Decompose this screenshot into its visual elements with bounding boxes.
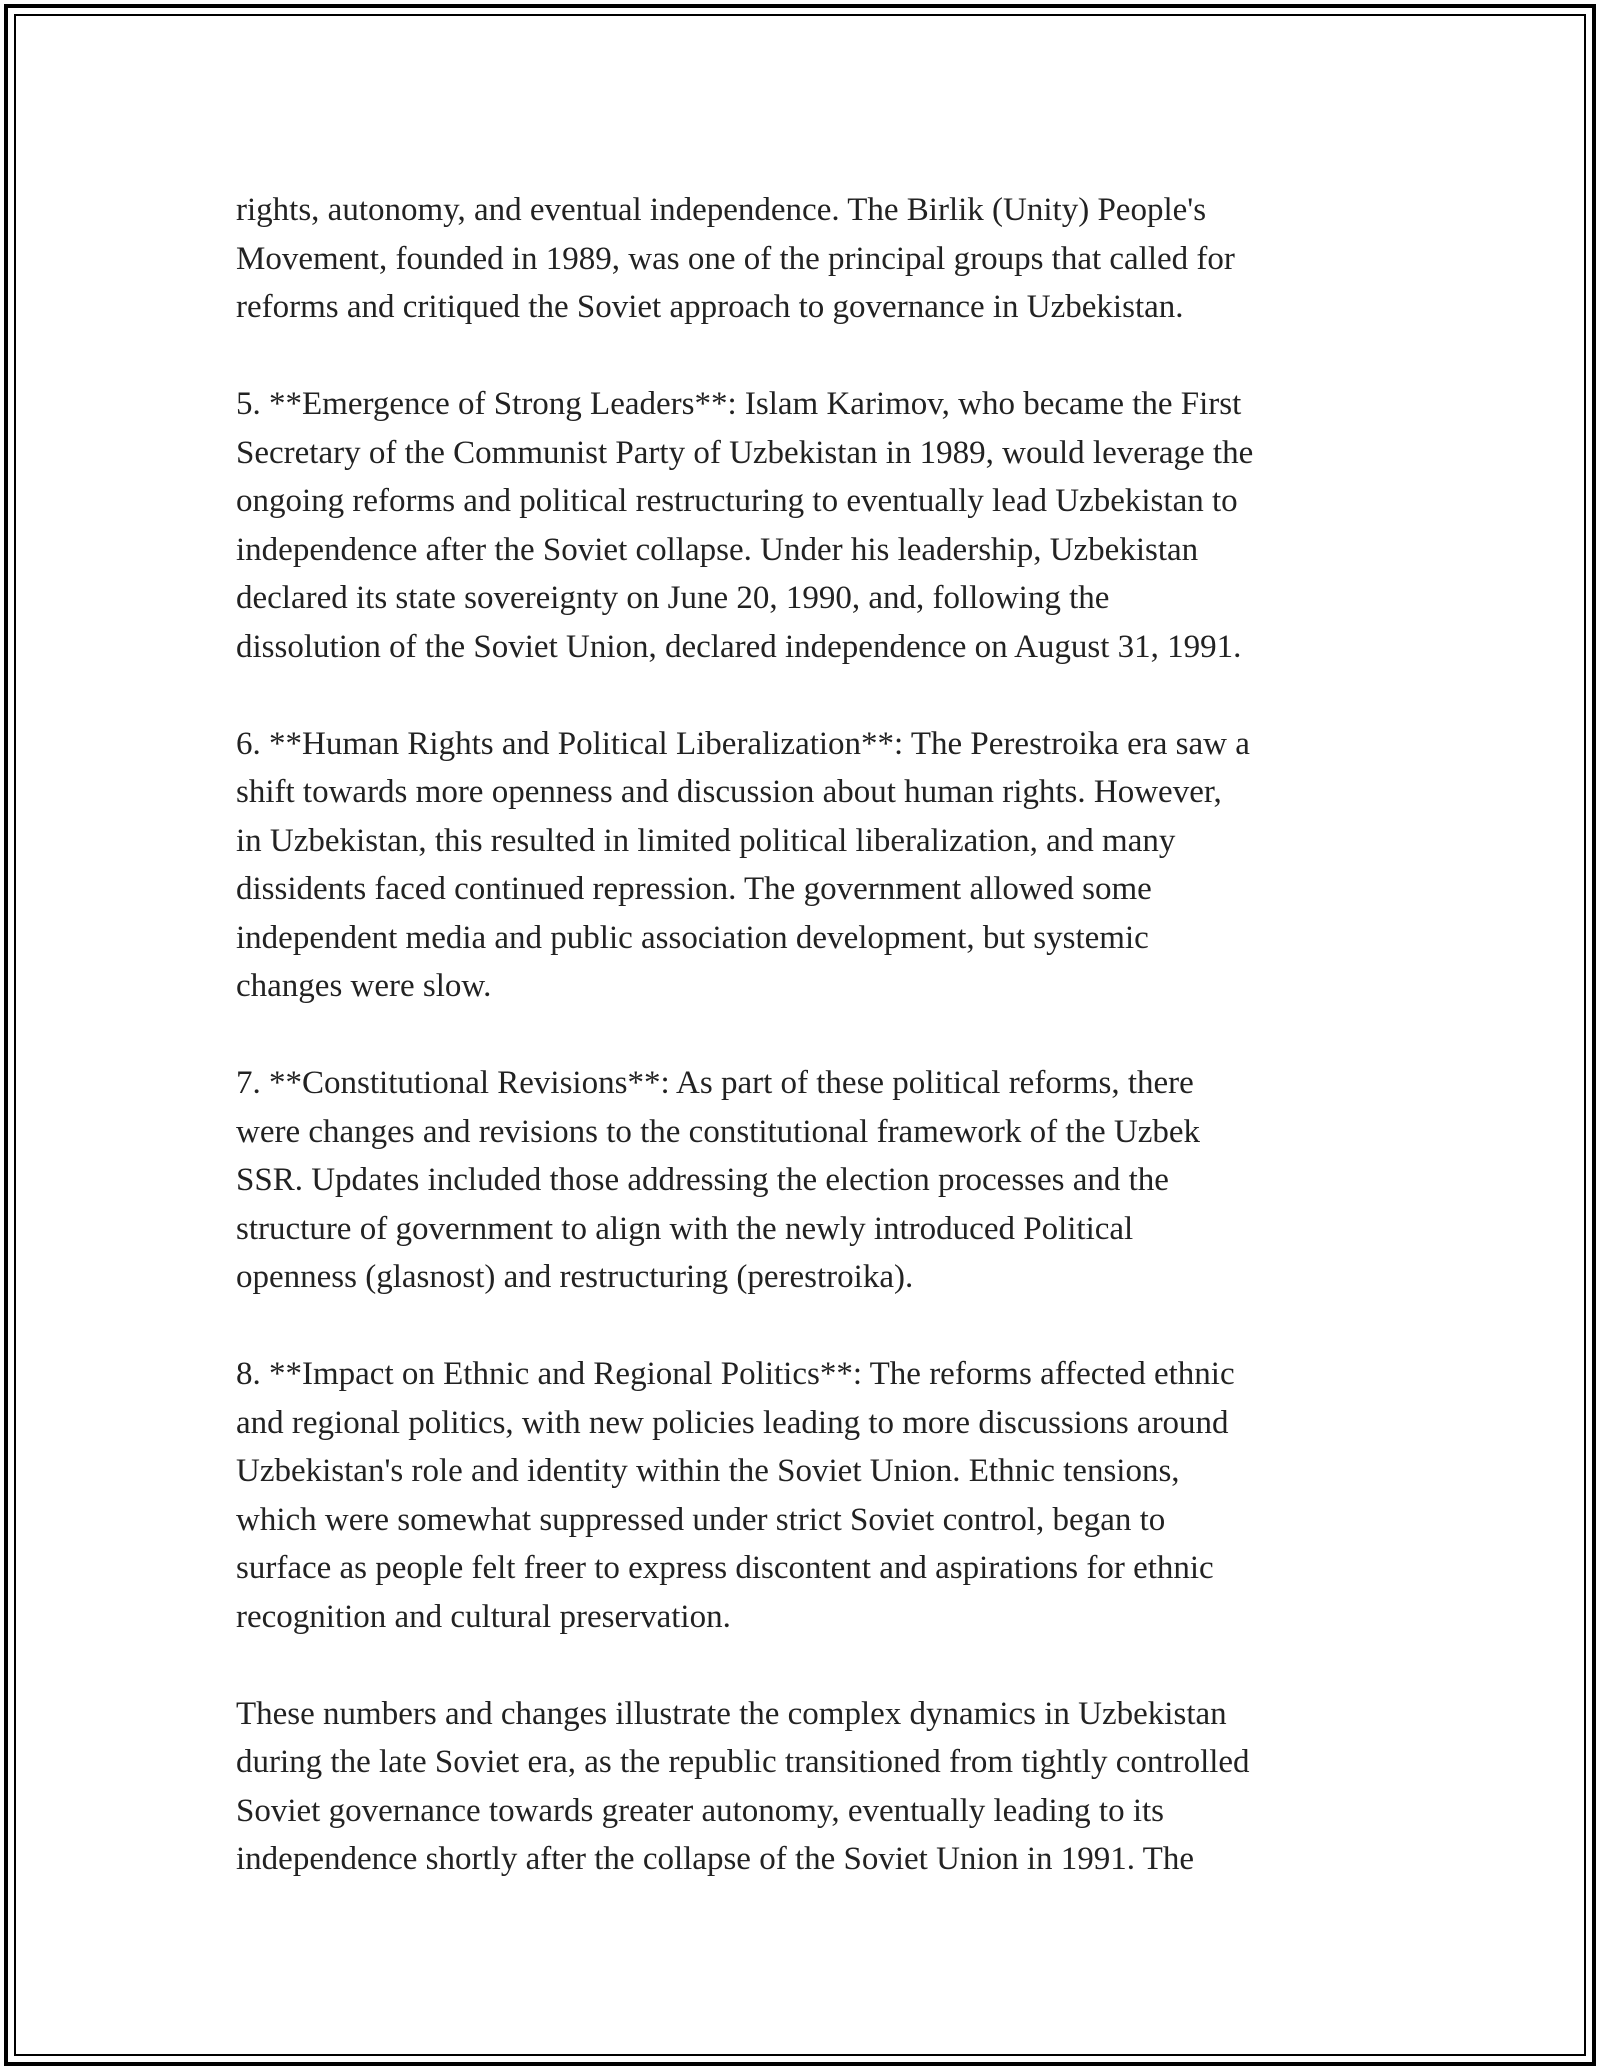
- text-line: which were somewhat suppressed under strict Soviet control, began to: [236, 1501, 1166, 1538]
- text-line: during the late Soviet era, as the republic transitioned from tightly controlled: [236, 1744, 1250, 1780]
- paragraph-emergence-of-strong-leaders: [236, 380, 1386, 671]
- text-line: independence shortly after the collapse of the Soviet Union in 1991. The: [236, 1841, 1194, 1877]
- text-line: SSR. Updates included those addressing the election processes and the: [236, 1162, 1169, 1198]
- document-body: [236, 186, 1386, 1932]
- text-line: 8. **Impact on Ethnic and Regional Politics**: The reforms affected ethnic: [236, 1356, 1235, 1392]
- paragraph-birlik-movement: [236, 186, 1386, 332]
- text-line: openness (glasnost) and restructuring (perestroika).: [236, 1259, 914, 1295]
- text-line: dissidents faced continued repression. The government allowed some: [236, 871, 1152, 907]
- text-line: independent media and public association development, but systemic: [236, 919, 1149, 956]
- text-line: surface as people felt freer to express discontent and aspirations for ethnic: [236, 1550, 1214, 1586]
- text-line: recognition and cultural preservation.: [236, 1598, 731, 1635]
- text-line: shift towards more openness and discussion about human rights. However,: [236, 774, 1222, 810]
- text-line: in Uzbekistan, this resulted in limited political liberalization, and many: [236, 822, 1176, 859]
- text-line: dissolution of the Soviet Union, declared independence on August 31, 1991.: [236, 628, 1242, 665]
- text-line: Uzbekistan's role and identity within the Soviet Union. Ethnic tensions,: [236, 1453, 1180, 1489]
- text-line: 7. **Constitutional Revisions**: As part of these political reforms, there: [236, 1065, 1194, 1101]
- text-line: structure of government to align with the newly introduced Political: [236, 1210, 1134, 1247]
- text-line: Movement, founded in 1989, was one of the principal groups that called for: [236, 240, 1235, 277]
- text-line: independence after the Soviet collapse. Under his leadership, Uzbekistan: [236, 531, 1199, 568]
- paragraph-conclusion: [236, 1690, 1386, 1884]
- text-line: rights, autonomy, and eventual independence. The Birlik (Unity) People's: [236, 192, 1207, 228]
- text-line: Secretary of the Communist Party of Uzbekistan in 1989, would leverage the: [236, 434, 1254, 471]
- text-line: declared its state sovereignty on June 20, 1990, and, following the: [236, 580, 1110, 616]
- text-line: and regional politics, with new policies leading to more discussions around: [236, 1404, 1229, 1441]
- text-line: changes were slow.: [236, 968, 492, 1004]
- paragraph-ethnic-regional-politics: [236, 1350, 1386, 1641]
- paragraph-human-rights: [236, 720, 1386, 1011]
- paragraph-constitutional-revisions: [236, 1059, 1386, 1302]
- text-line: reforms and critiqued the Soviet approach to governance in Uzbekistan.: [236, 289, 1184, 325]
- text-line: ongoing reforms and political restructuring to eventually lead Uzbekistan to: [236, 483, 1238, 519]
- text-line: These numbers and changes illustrate the complex dynamics in Uzbekistan: [236, 1695, 1227, 1732]
- text-line: 5. **Emergence of Strong Leaders**: Islam Karimov, who became the First: [236, 386, 1242, 422]
- text-line: 6. **Human Rights and Political Liberalization**: The Perestroika era saw a: [236, 725, 1250, 762]
- text-line: were changes and revisions to the constitutional framework of the Uzbek: [236, 1113, 1201, 1150]
- text-line: Soviet governance towards greater autonomy, eventually leading to its: [236, 1792, 1164, 1829]
